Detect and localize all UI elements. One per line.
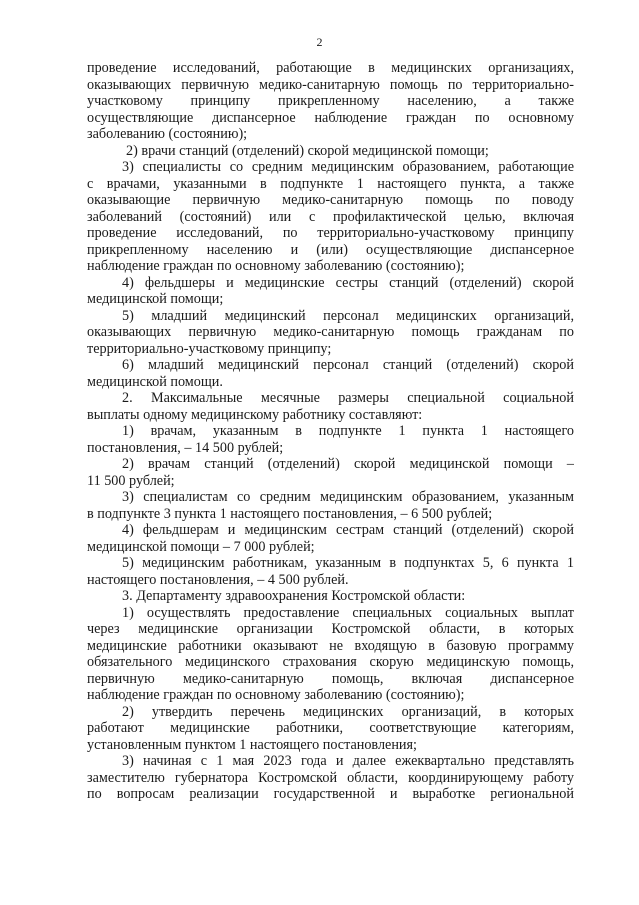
text-line: участковому принципу прикрепленному населению, а также [87, 93, 574, 109]
text-line: проведение исследований, работающие в медицинских организациях, [87, 60, 574, 76]
text-line: осуществляющие диспансерное наблюдение граждан по основному [87, 109, 574, 126]
text-line: 3. Департаменту здравоохранения Костромской области: [122, 588, 466, 604]
text-line: выплаты одному медицинскому работнику составляют: [87, 406, 423, 423]
text-line: 5) медицинским работникам, указанным в подпунктах 5, 6 пункта 1 [122, 555, 574, 571]
text-line: оказывающих первичную медико-санитарную помощь по территориально- [87, 76, 574, 93]
text-line: по вопросам реализации государственной и выработке региональной [87, 786, 574, 802]
text-line: обязательного медицинского страхования скорую медицинскую помощь, [87, 654, 574, 670]
text-line: работают медицинские работники, соответствующие категориям, [87, 720, 574, 736]
text-line: 3) специалистам со средним медицинским образованием, указанным [122, 489, 574, 505]
text-line: медицинской помощи – 7 000 рублей; [87, 538, 315, 555]
text-line: территориально-участковому принципу; [87, 340, 332, 357]
text-line: 4) фельдшерам и медицинским сестрам станций (отделений) скорой [122, 522, 574, 538]
text-line: 3) начиная с 1 мая 2023 года и далее ежеквартально представлять [122, 753, 574, 769]
text-line: 5) младший медицинский персонал медицинских организаций, [122, 307, 574, 324]
text-line: 2) врачи станций (отделений) скорой медицинской помощи; [126, 142, 489, 159]
text-line: первичную медико-санитарную помощь, включая диспансерное [87, 670, 574, 687]
text-line: 11 500 рублей; [87, 472, 175, 489]
text-line: 6) младший медицинский персонал станций (отделений) скорой [122, 357, 574, 373]
text-line: 1) врачам, указанным в подпункте 1 пункта 1 настоящего [122, 423, 574, 439]
text-line: медицинские работники оказывают не входящую в базовую программу [87, 637, 574, 654]
page-number: 2 [316, 35, 323, 49]
text-line: наблюдение граждан по основному заболеванию (состоянию); [87, 687, 465, 703]
text-line: 3) специалисты со средним медицинским образованием, работающие [122, 159, 574, 175]
text-line: прикрепленному населению и (или) осуществляющие диспансерное [87, 241, 574, 258]
text-line: 2) утвердить перечень медицинских организаций, в которых [122, 703, 574, 720]
text-line: оказывающие первичную медико-санитарную помощь по поводу [87, 192, 574, 208]
text-line: медицинской помощи. [87, 373, 223, 390]
text-line: наблюдение граждан по основному заболеванию (состоянию); [87, 258, 465, 274]
text-line: оказывающих первичную медико-санитарную помощь гражданам по [87, 324, 574, 340]
document-body [87, 60, 574, 803]
text-line: в подпункте 3 пункта 1 настоящего постановления, – 6 500 рублей; [87, 505, 493, 522]
text-line: 4) фельдшеры и медицинские сестры станций (отделений) скорой [122, 274, 574, 291]
text-line: с врачами, указанными в подпункте 1 настоящего пункта, а также [87, 175, 574, 192]
text-line: медицинской помощи; [87, 291, 224, 307]
text-line: заболеваний (состояний) или с профилактической целью, включая [87, 208, 574, 225]
text-line: настоящего постановления, – 4 500 рублей. [87, 571, 349, 588]
text-line: через медицинские организации Костромской области, в которых [87, 621, 574, 637]
text-line: заместителю губернатора Костромской области, координирующему работу [87, 769, 574, 786]
text-line: установленным пунктом 1 настоящего постановления; [87, 736, 417, 753]
text-line: 2) врачам станций (отделений) скорой медицинской помощи – [122, 456, 574, 472]
text-line: постановления, – 14 500 рублей; [87, 439, 284, 456]
text-line: проведение исследований, по территориально-участковому принципу [87, 225, 574, 241]
text-line: заболеванию (состоянию); [87, 126, 248, 142]
text-line: 1) осуществлять предоставление специальных социальных выплат [122, 604, 574, 621]
text-line: 2. Максимальные месячные размеры специальной социальной [122, 390, 574, 406]
